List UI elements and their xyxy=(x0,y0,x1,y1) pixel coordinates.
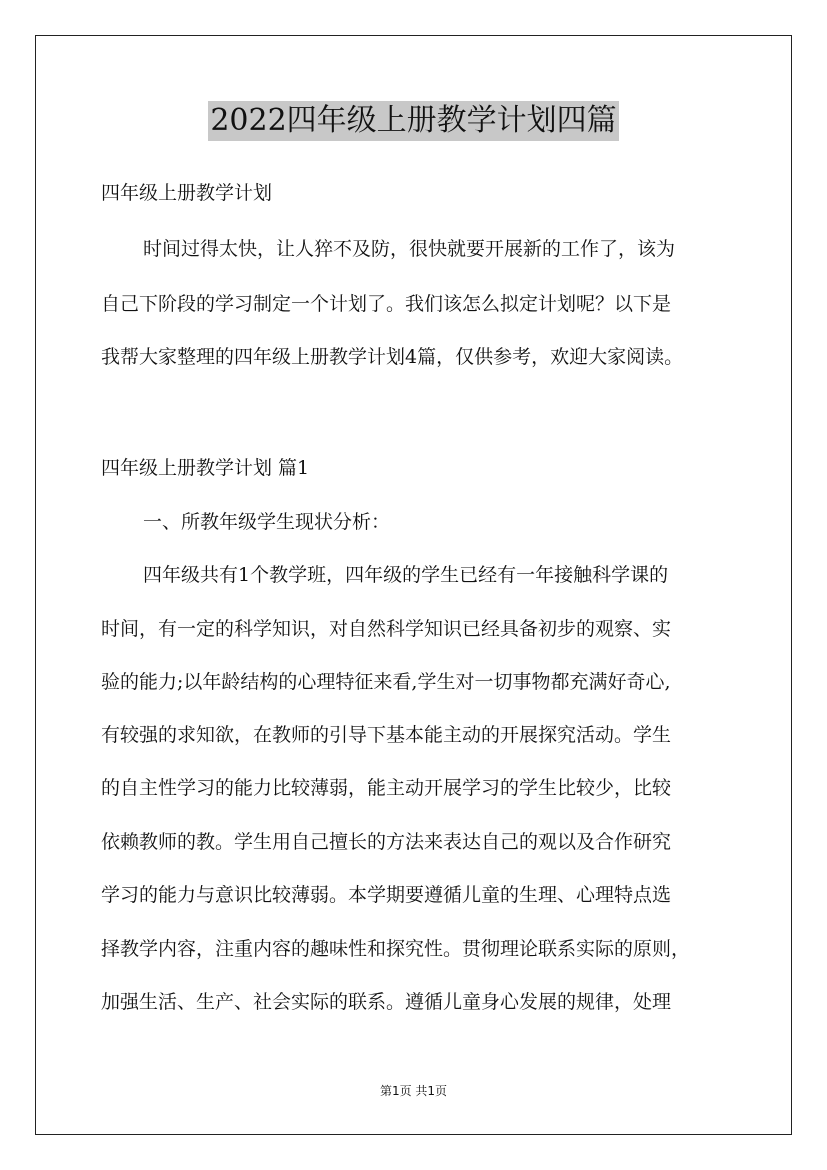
subsection-heading: 一、所教年级学生现状分析： xyxy=(143,511,391,533)
intro-line: 我帮大家整理的四年级上册教学计划4篇，仅供参考，欢迎大家阅读。 xyxy=(101,346,684,368)
body-line: 的自主性学习的能力比较薄弱，能主动开展学习的学生比较少，比较 xyxy=(101,777,672,799)
title-wrapper xyxy=(0,101,827,141)
body-line: 时间，有一定的科学知识，对自然科学知识已经具备初步的观察、实 xyxy=(101,618,672,640)
page-footer: 第1页 共1页 xyxy=(379,1084,448,1098)
body-line: 有较强的求知欲，在教师的引导下基本能主动的开展探究活动。学生 xyxy=(101,724,672,746)
intro-line: 自己下阶段的学习制定一个计划了。我们该怎么拟定计划呢？以下是 xyxy=(101,293,672,315)
body-line: 验的能力;以年龄结构的心理特征来看,学生对一切事物都充满好奇心, xyxy=(101,671,671,693)
document-title: 2022四年级上册教学计划四篇 xyxy=(208,101,618,141)
section-heading: 四年级上册教学计划 篇1 xyxy=(101,457,310,479)
body-line: 四年级共有1个教学班，四年级的学生已经有一年接触科学课的 xyxy=(143,564,669,586)
body-line: 择教学内容，注重内容的趣味性和探究性。贯彻理论联系实际的原则， xyxy=(101,938,691,960)
intro-line: 时间过得太快，让人猝不及防，很快就要开展新的工作了，该为 xyxy=(143,238,676,260)
body-line: 学习的能力与意识比较薄弱。本学期要遵循儿童的生理、心理特点选 xyxy=(101,884,672,906)
body-line: 依赖教师的教。学生用自己擅长的方法来表达自己的观以及合作研究 xyxy=(101,831,672,853)
intro-heading: 四年级上册教学计划 xyxy=(101,182,273,204)
body-line: 加强生活、生产、社会实际的联系。遵循儿童身心发展的规律，处理 xyxy=(101,991,672,1013)
